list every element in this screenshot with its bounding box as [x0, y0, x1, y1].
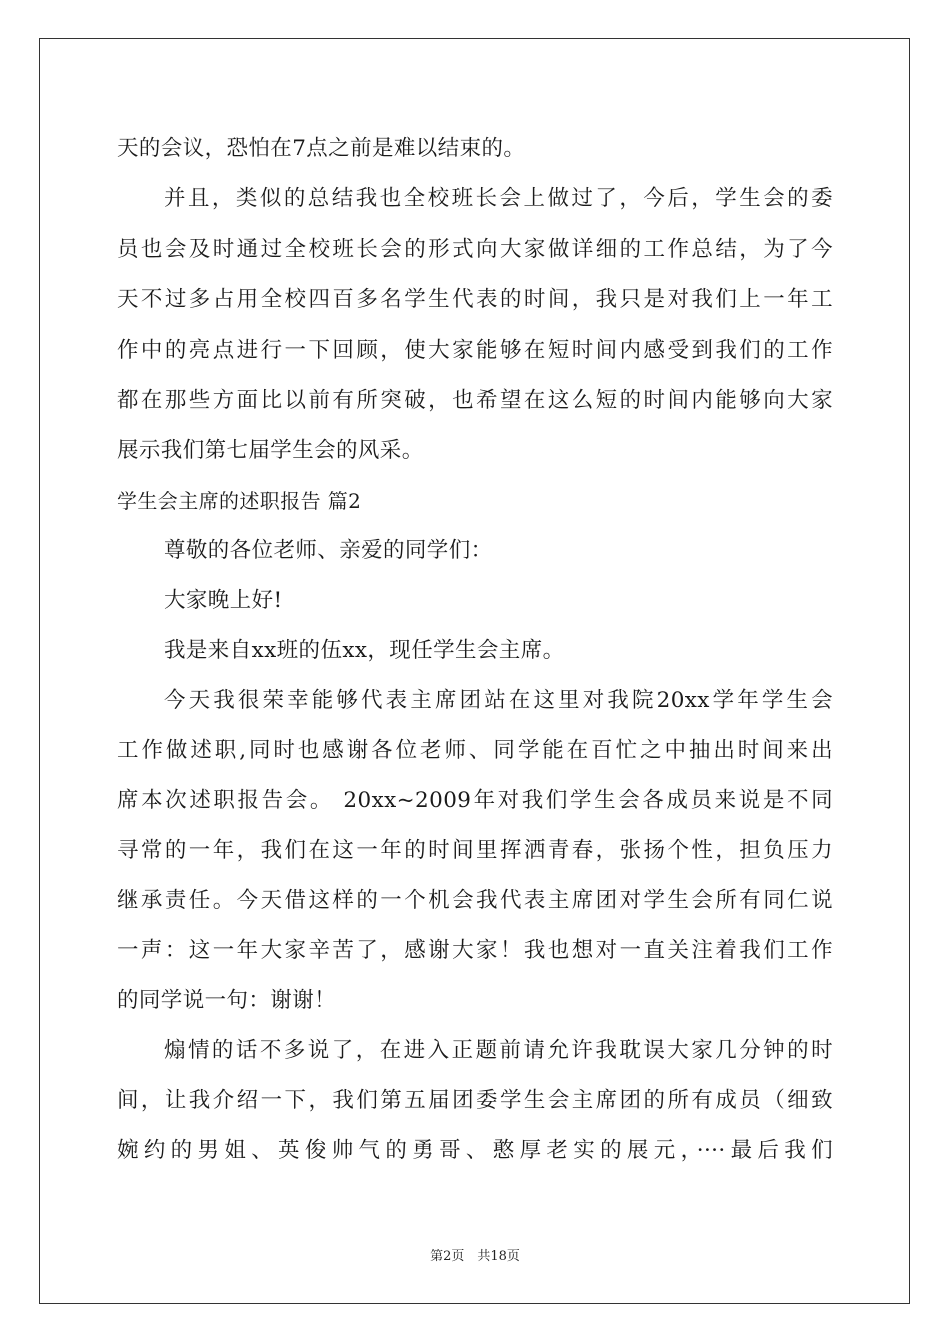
- text-line: 员也会及时通过全校班长会的形式向大家做详细的工作总结，为了今: [117, 237, 833, 262]
- text-line: 间，让我介绍一下，我们第五届团委学生会主席团的所有成员（细致: [117, 1088, 833, 1113]
- text-line: 席本次述职报告会。 20xx~2009年对我们学生会各成员来说是不同: [117, 788, 833, 813]
- page-number: 第2页 共18页: [430, 1249, 520, 1264]
- text-line: 工作做述职,同时也感谢各位老师、同学能在百忙之中抽出时间来出: [117, 738, 833, 763]
- text-line: 并且，类似的总结我也全校班长会上做过了，今后，学生会的委: [164, 186, 833, 211]
- text-line: 都在那些方面比以前有所突破，也希望在这么短的时间内能够向大家: [117, 388, 833, 413]
- section-heading: 学生会主席的述职报告 篇2: [117, 489, 362, 513]
- text-line: 的同学说一句：谢谢！: [117, 988, 337, 1013]
- text-line: 继承责任。今天借这样的一个机会我代表主席团对学生会所有同仁说: [117, 888, 833, 913]
- text-line: 作中的亮点进行一下回顾，使大家能够在短时间内感受到我们的工作: [117, 338, 833, 363]
- text-line: 我是来自xx班的伍xx，现任学生会主席。: [164, 638, 565, 663]
- text-line: 展示我们第七届学生会的风采。: [117, 438, 424, 463]
- text-line: 大家晚上好!: [164, 588, 283, 613]
- text-line: 尊敬的各位老师、亲爱的同学们：: [164, 538, 493, 563]
- text-line: 今天我很荣幸能够代表主席团站在这里对我院20xx学年学生会: [164, 688, 833, 713]
- text-line: 一声：这一年大家辛苦了，感谢大家！我也想对一直关注着我们工作: [117, 938, 833, 963]
- text-line: 寻常的一年，我们在这一年的时间里挥洒青春，张扬个性，担负压力: [117, 838, 833, 863]
- text-line: 天不过多占用全校四百多名学生代表的时间，我只是对我们上一年工: [117, 287, 833, 312]
- text-line: 煽情的话不多说了，在进入正题前请允许我耽误大家几分钟的时: [164, 1038, 833, 1063]
- text-line: 婉约的男姐、英俊帅气的勇哥、憨厚老实的展元，····最后我们: [117, 1138, 833, 1163]
- text-line: 天的会议，恐怕在7点之前是难以结束的。: [117, 136, 526, 161]
